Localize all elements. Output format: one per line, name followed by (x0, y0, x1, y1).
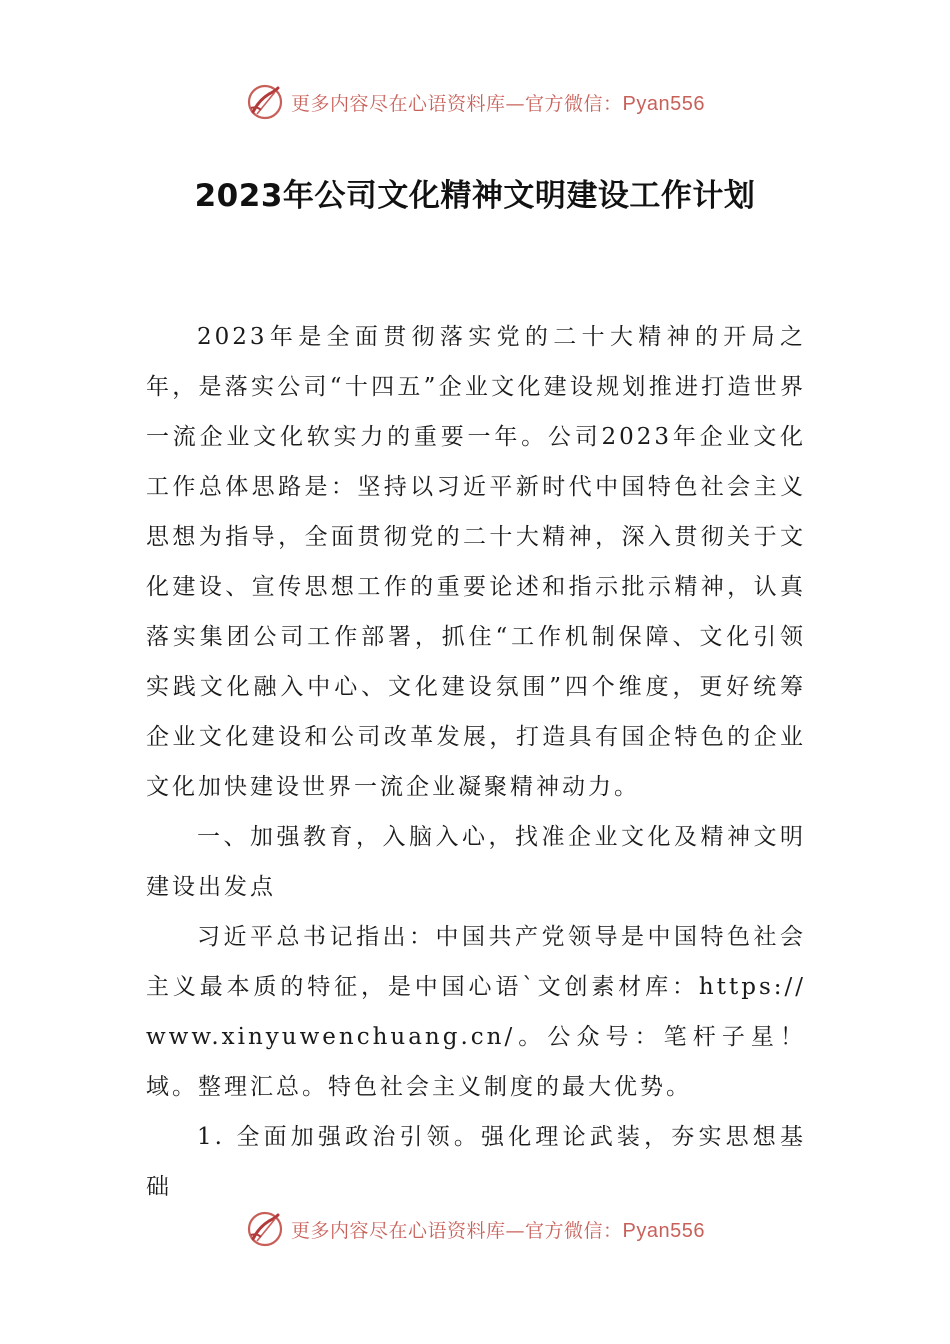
footer-watermark-banner (0, 1207, 950, 1251)
list-item-1: 1. 全面加强政治引领。强化理论武装，夯实思想基础 (146, 1124, 806, 1200)
paragraph-quote: 习近平总书记指出：中国共产党领导是中国特色社会主义最本质的特征，是中国心语`文创素材库：https://www.xinyuwenchuang.cn/。公众号：笔杆子星！域。整理汇总。特色社会主义制度的最大优势。 (146, 924, 806, 1100)
document-title: 2023年公司文化精神文明建设工作计划 (194, 178, 756, 214)
pen-logo-icon (245, 82, 285, 122)
document-body (146, 312, 806, 1212)
header-watermark-banner (0, 80, 950, 124)
pen-logo-icon (245, 1209, 285, 1249)
watermark-text: 更多内容尽在心语资料库—官方微信：Pyan556 (291, 1219, 705, 1242)
paragraph-intro: 2023年是全面贯彻落实党的二十大精神的开局之年，是落实公司“十四五”企业文化建设规划推进打造世界一流企业文化软实力的重要一年。公司2023年企业文化工作总体思路是：坚持以习近平新时代中国特色社会主义思想为指导，全面贯彻党的二十大精神，深入贯彻关于文化建设、宣传思想工作的重要论述和指示批示精神，认真落实集团公司工作部署，抓住“工作机制保障、文化引领实践文化融入中心、文化建设氛围”四个维度，更好统筹企业文化建设和公司改革发展，打造具有国企特色的企业文化加快建设世界一流企业凝聚精神动力。 (146, 324, 806, 800)
watermark-text: 更多内容尽在心语资料库—官方微信：Pyan556 (291, 92, 705, 115)
section-heading-1: 一、加强教育，入脑入心，找准企业文化及精神文明建设出发点 (146, 824, 806, 900)
